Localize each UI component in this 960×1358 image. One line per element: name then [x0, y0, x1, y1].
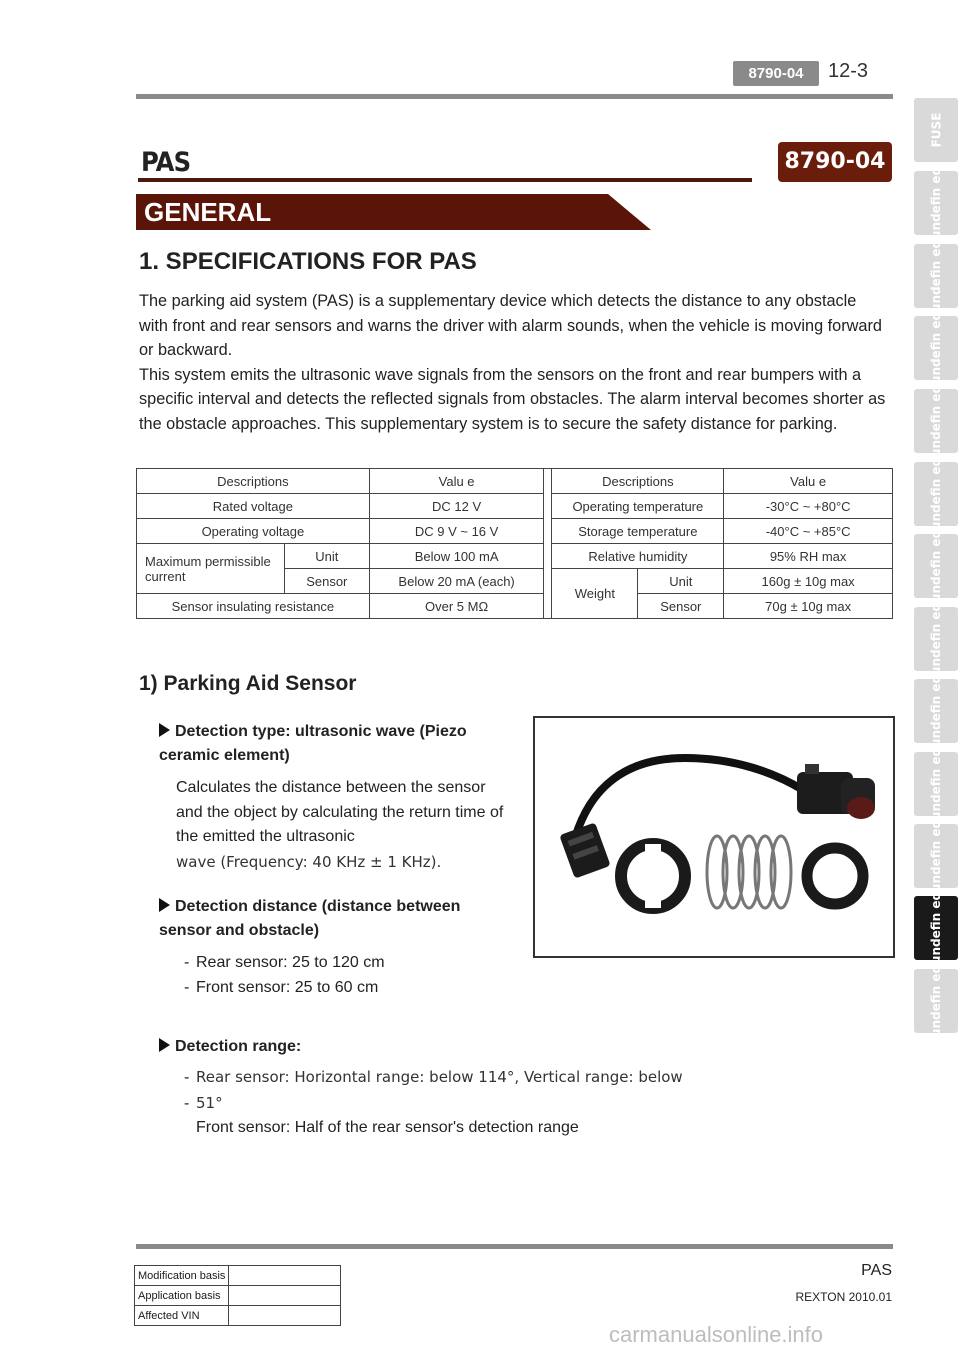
side-tab[interactable]	[914, 964, 958, 1038]
storage-temp-value: -40°C ~ +85°C	[724, 519, 893, 544]
weight-sensor-value: 70g ± 10g max	[724, 594, 893, 619]
side-tab-label: undefin ed	[929, 166, 944, 240]
sub-heading: 1) Parking Aid Sensor	[139, 672, 357, 695]
side-tab-label: undefin ed	[929, 891, 944, 965]
page-title: PAS	[141, 147, 191, 178]
side-tab-label: undefin ed	[929, 819, 944, 893]
title-underline	[138, 178, 752, 182]
side-tab[interactable]	[914, 166, 958, 240]
side-tab[interactable]	[914, 384, 958, 458]
header-descriptions-2: Descriptions	[552, 469, 724, 494]
unit-current-value: Below 100 mA	[369, 544, 544, 569]
list-item: - Front sensor: 25 to 60 cm	[184, 978, 379, 996]
detection-distance-title: Detection distance (distance between sensor and obstacle)	[159, 898, 461, 939]
side-tab[interactable]	[914, 529, 958, 603]
list-item	[184, 1116, 683, 1141]
humidity-label: Relative humidity	[552, 544, 724, 569]
side-tab-label: FUSE	[929, 112, 943, 148]
weight-unit-value: 160g ± 10g max	[724, 569, 893, 594]
general-banner-label: GENERAL	[144, 197, 272, 227]
detection-range-list	[184, 1065, 683, 1141]
header-code-badge: 8790-04	[733, 61, 819, 86]
detection-type-body	[176, 776, 506, 875]
triangle-bullet-icon	[159, 1038, 170, 1052]
modification-basis-label: Modification basis	[135, 1266, 229, 1286]
side-tab-label: undefin ed	[929, 529, 944, 603]
detection-distance-bullet	[159, 895, 509, 943]
triangle-bullet-icon	[159, 898, 170, 912]
insulating-label: Sensor insulating resistance	[137, 594, 370, 619]
operating-temp-label: Operating temperature	[552, 494, 724, 519]
application-basis-value	[229, 1286, 341, 1306]
side-tab-label: undefin ed	[929, 384, 944, 458]
page-number: 12-3	[828, 60, 869, 82]
side-tab[interactable]	[914, 747, 958, 821]
footer-model: REXTON 2010.01	[795, 1290, 892, 1304]
table-gap	[544, 469, 552, 619]
side-tab[interactable]	[914, 602, 958, 676]
detection-distance-list	[184, 951, 385, 1000]
weight-unit-label: Unit	[638, 569, 724, 594]
intro-paragraph-1: The parking aid system (PAS) is a supplementary device which detects the distance to any obstacle with front and rear sensors and warns the driver with alarm sounds, when the vehicle is moving forward or backward.	[139, 292, 882, 359]
side-tab-label: undefin ed	[929, 964, 944, 1038]
storage-temp-label: Storage temperature	[552, 519, 724, 544]
sensor-label: Sensor	[284, 569, 369, 594]
front-sensor-distance: Front sensor: 25 to 60 cm	[196, 978, 379, 996]
side-tab[interactable]	[914, 674, 958, 748]
weight-sensor-label: Sensor	[638, 594, 724, 619]
application-basis-label: Application basis	[135, 1286, 229, 1306]
side-tab-label: undefin ed	[929, 457, 944, 531]
side-tab[interactable]	[914, 819, 958, 893]
sensor-photo	[533, 716, 895, 958]
header-descriptions: Descriptions	[137, 469, 370, 494]
rated-voltage-label: Rated voltage	[137, 494, 370, 519]
detection-type-body-tail: wave (Frequency: 40 KHz ± 1 KHz).	[176, 852, 442, 871]
operating-voltage-label: Operating voltage	[137, 519, 370, 544]
triangle-bullet-icon	[159, 723, 170, 737]
top-divider	[136, 94, 893, 99]
operating-voltage-value: DC 9 V ~ 16 V	[369, 519, 544, 544]
front-range-line: Front sensor: Half of the rear sensor's detection range	[196, 1119, 579, 1136]
operating-temp-value: -30°C ~ +80°C	[724, 494, 893, 519]
watermark: carmanualsonline.info	[609, 1322, 824, 1347]
footer-section: PAS	[861, 1262, 892, 1279]
header-value-2: Valu e	[724, 469, 893, 494]
section-heading: 1. SPECIFICATIONS FOR PAS	[139, 248, 477, 275]
side-tab-label: undefin ed	[929, 602, 944, 676]
unit-label: Unit	[284, 544, 369, 569]
detection-type-body-main: Calculates the distance between the sensor and the object by calculating the return time of the emitted the ultrasonic	[176, 779, 504, 845]
affected-vin-label: Affected VIN	[135, 1306, 229, 1326]
list-item: - Rear sensor: Horizontal range: below 114°, Vertical range: below	[184, 1068, 683, 1086]
side-tab-label: undefin ed	[929, 311, 944, 385]
detection-type-bullet	[159, 720, 509, 768]
max-current-label: Maximum permissible current	[137, 544, 285, 594]
side-tab[interactable]	[914, 239, 958, 313]
sensor-current-value: Below 20 mA (each)	[369, 569, 544, 594]
rear-range-line-2: 51°	[196, 1093, 223, 1112]
detection-range-title: Detection range:	[175, 1038, 302, 1055]
humidity-value: 95% RH max	[724, 544, 893, 569]
detection-type-title: Detection type: ultrasonic wave (Piezo ceramic element)	[159, 723, 467, 764]
section-code-badge: 8790-04	[778, 142, 892, 182]
side-tab-fuse[interactable]	[914, 98, 958, 162]
intro-paragraph-2: This system emits the ultrasonic wave signals from the sensors on the front and rear bumpers with a specific interval and detects the reflected signals from obstacles. The alarm interval becomes shorter as the obstacle approaches. This supplementary system is to secure the safety distance for parking.	[139, 365, 886, 433]
side-tab-active[interactable]	[914, 891, 958, 965]
modification-basis-value	[229, 1266, 341, 1286]
side-tab-label: undefin ed	[929, 239, 944, 313]
list-item: - 51°	[184, 1093, 223, 1112]
intro-text	[139, 289, 889, 436]
rear-sensor-distance: Rear sensor: 25 to 120 cm	[196, 954, 385, 971]
side-tab[interactable]	[914, 457, 958, 531]
weight-label: Weight	[552, 569, 638, 619]
modification-table	[134, 1265, 341, 1326]
side-tab-label: undefin ed	[929, 674, 944, 748]
side-tab-label: undefin ed	[929, 747, 944, 821]
rear-range-line: Rear sensor: Horizontal range: below 114°, Vertical range: below	[196, 1068, 683, 1086]
insulating-value: Over 5 MΩ	[369, 594, 544, 619]
rated-voltage-value: DC 12 V	[369, 494, 544, 519]
header-value: Valu e	[369, 469, 544, 494]
affected-vin-value	[229, 1306, 341, 1326]
list-item: - Rear sensor: 25 to 120 cm	[184, 954, 385, 971]
bottom-divider	[136, 1244, 893, 1249]
side-tab[interactable]	[914, 311, 958, 385]
spec-table	[136, 468, 893, 619]
detection-range-bullet	[159, 1035, 301, 1059]
